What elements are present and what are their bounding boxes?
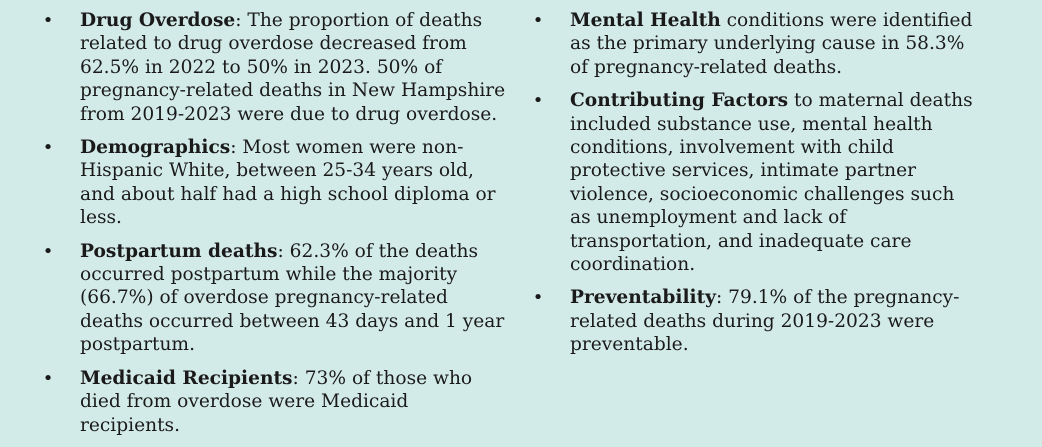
finding-medicaid-recipients [38, 367, 508, 437]
finding-text: : 79.1% of the pregnancy-related deaths during 2019-2023 were preventable. [570, 287, 960, 356]
finding-text: conditions were identified as the primary underlying cause in 58.3% of pregnancy-related deaths. [570, 10, 973, 78]
finding-drug-overdose [38, 9, 508, 126]
finding-text: to maternal deaths included substance use, mental health conditions, involvement with child protective services, intimate partner violence, socioeconomic challenges such as unemployment and lack of transportation, and inadequate care coordination. [570, 90, 973, 276]
bullet-icon: • [532, 90, 544, 112]
finding-term: Mental Health [570, 10, 721, 31]
bullet-icon: • [42, 10, 54, 31]
bullet-icon: • [532, 287, 544, 309]
finding-text: : 62.3% of the deaths occurred postpartum while the majority (66.7%) of overdose pregnancy-related deaths occurred between 43 days and 1 year postpartum. [80, 240, 505, 356]
right-findings-list [528, 9, 978, 367]
finding-text: : 73% of those who died from overdose were Medicaid recipients. [80, 367, 473, 436]
finding-mental-health [528, 9, 978, 79]
finding-text: : Most women were non-Hispanic White, between 25-34 years old, and about half had a high school diploma or less. [80, 137, 496, 229]
finding-term: Contributing Factors [570, 90, 789, 112]
finding-term: Drug Overdose [80, 10, 236, 31]
bullet-icon: • [532, 10, 544, 31]
finding-postpartum-deaths [38, 240, 508, 357]
finding-term: Medicaid Recipients [80, 367, 293, 389]
finding-contributing-factors [528, 89, 978, 276]
finding-term: Preventability [570, 287, 716, 309]
finding-demographics [38, 136, 508, 230]
bullet-icon: • [42, 137, 54, 159]
bullet-icon: • [42, 240, 54, 262]
finding-term: Postpartum deaths [80, 240, 278, 262]
finding-text: : The proportion of deaths related to drug overdose decreased from 62.5% in 2022 to 50% in 2023. 50% of pregnancy-related deaths in New Hampshire from 2019-2023 were due to drug overdose. [80, 10, 506, 125]
left-findings-list [38, 9, 508, 447]
finding-preventability [528, 286, 978, 356]
finding-term: Demographics [80, 137, 231, 159]
bullet-icon: • [42, 367, 54, 389]
